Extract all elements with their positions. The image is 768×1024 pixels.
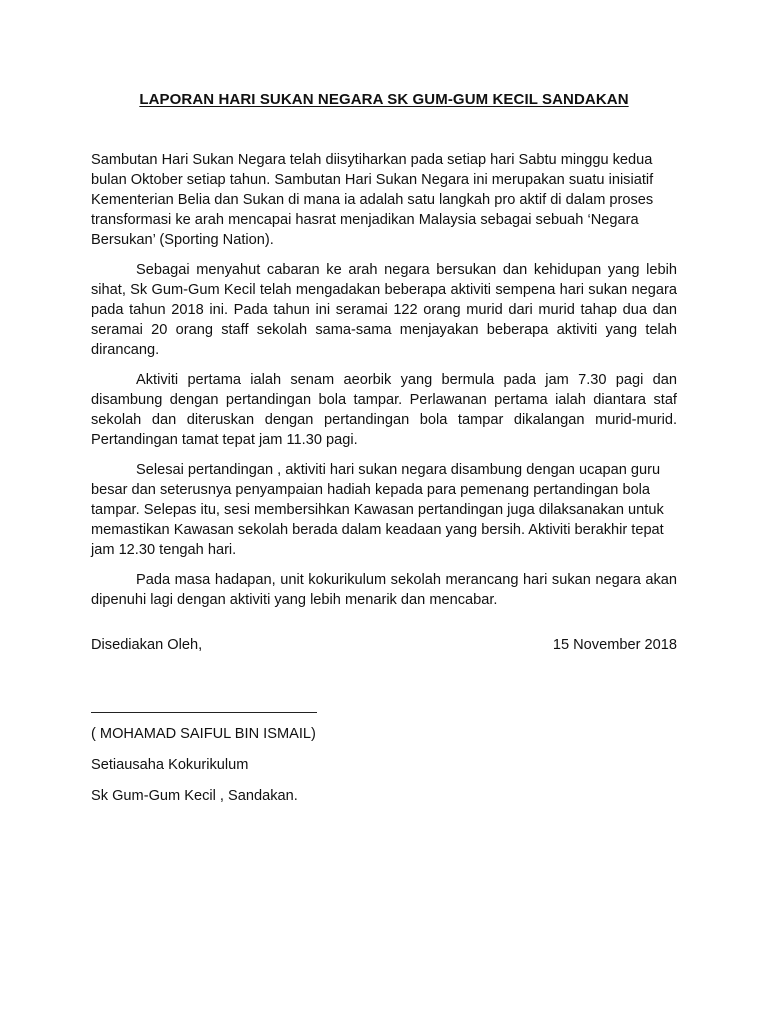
signatory-position: Setiausaha Kokurikulum [91, 757, 249, 773]
signatory-name: ( MOHAMAD SAIFUL BIN ISMAIL) [91, 726, 316, 742]
paragraph-activities: Aktiviti pertama ialah senam aeorbik yang bermula pada jam 7.30 pagi dan disambung dengan pertandingan bola tampar. Perlawanan pertama ialah diantara staf sekolah dan diteruskan dengan pertandingan bola tampar dikalangan murid-murid. Pertandingan tamat tepat jam 11.30 pagi. [91, 372, 677, 448]
paragraph-intro: Sambutan Hari Sukan Negara telah diisytiharkan pada setiap hari Sabtu minggu kedua bulan Oktober setiap tahun. Sambutan Hari Sukan Negara ini merupakan suatu inisiatif Kementerian Belia dan Sukan di mana ia adalah satu langkah pro aktif di dalam proses transformasi ke arah mencapai hasrat menjadikan Malaysia sebagai sebuah ‘Negara Bersukan’ (Sporting Nation). [91, 152, 654, 248]
prepared-by-row [91, 637, 677, 653]
paragraph-closing-activities: Selesai pertandingan , aktiviti hari sukan negara disambung dengan ucapan guru besar dan seterusnya penyampaian hadiah kepada para pemenang pertandingan bola tampar. Selepas itu, sesi membersihkan Kawasan pertandingan juga dilaksanakan untuk memastikan Kawasan sekolah berada dalam keadaan yang bersih. Aktiviti berakhir tepat jam 12.30 tengah hari. [91, 462, 664, 558]
signature-line [91, 698, 317, 713]
signatory-school: Sk Gum-Gum Kecil , Sandakan. [91, 788, 298, 804]
document-body [91, 150, 677, 620]
paragraph-participation: Sebagai menyahut cabaran ke arah negara bersukan dan kehidupan yang lebih sihat, Sk Gum-Gum Kecil telah mengadakan beberapa aktiviti sempena hari sukan negara pada tahun 2018 ini. Pada tahun ini seramai 122 orang murid dari murid tahap dua dan seramai 20 orang staff sekolah sama-sama menjayakan beberapa aktiviti yang telah dirancang. [91, 262, 677, 358]
document-title [0, 91, 768, 108]
document-title-text: LAPORAN HARI SUKAN NEGARA SK GUM-GUM KECIL SANDAKAN [139, 91, 629, 108]
paragraph-future-plans: Pada masa hadapan, unit kokurikulum sekolah merancang hari sukan negara akan dipenuhi lagi dengan aktiviti yang lebih menarik dan mencabar. [91, 572, 677, 608]
prepared-by-label: Disediakan Oleh, [91, 637, 203, 653]
document-date: 15 November 2018 [552, 637, 677, 653]
